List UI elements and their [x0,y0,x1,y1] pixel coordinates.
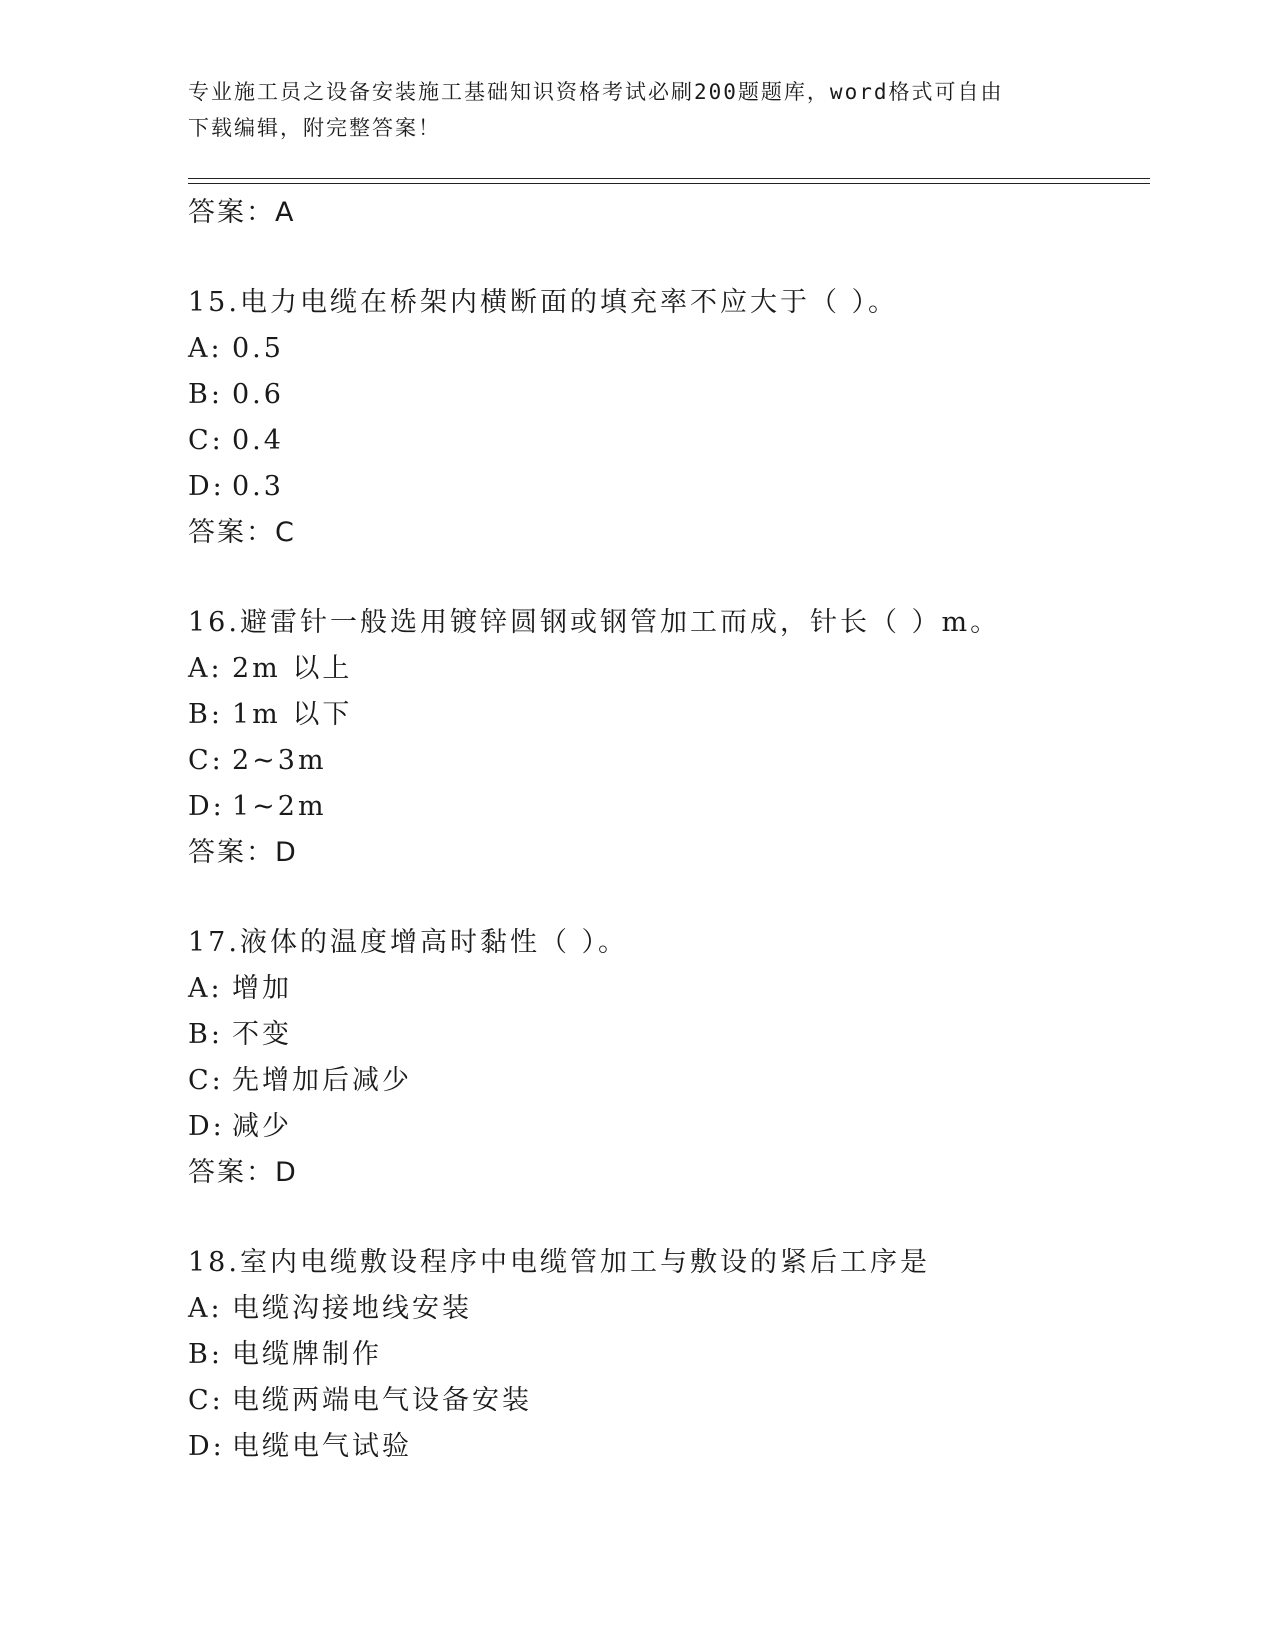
option-a [188,1286,1138,1332]
question-stem: 17.液体的温度增高时黏性（ ）。 [188,927,629,958]
option-c [188,1058,1138,1104]
question-block [188,280,1138,556]
option-b [188,372,1138,418]
option-c [188,738,1138,784]
option-d [188,464,1138,510]
option-text: 2~3m [232,745,327,776]
option-d [188,1424,1138,1470]
option-text: 先增加后减少 [232,1065,412,1096]
answer-line: 答案：D [188,837,298,868]
answer-line: 答案：D [188,1157,298,1188]
answer-line: 答案：A [188,197,296,228]
option-label: A: [188,973,223,1004]
question-list [188,190,1138,1470]
option-label: D: [188,1111,225,1142]
option-a [188,966,1138,1012]
option-text: 电缆电气试验 [232,1431,412,1462]
header-line-2: 下载编辑，附完整答案！ [188,116,441,140]
option-b [188,1332,1138,1378]
option-c [188,1378,1138,1424]
option-text: 2m 以上 [232,653,353,684]
option-text: 电缆两端电气设备安装 [232,1385,532,1416]
question-block [188,600,1138,876]
option-d [188,1104,1138,1150]
option-text: 0.4 [232,425,284,456]
option-text: 减少 [232,1111,292,1142]
header-line-1: 专业施工员之设备安装施工基础知识资格考试必刷200题题库，word格式可自由 [188,80,1004,104]
option-label: C: [188,1065,224,1096]
option-label: B: [188,699,223,730]
question-block [188,1240,1138,1470]
question-stem: 18.室内电缆敷设程序中电缆管加工与敷设的紧后工序是 [188,1247,930,1278]
option-label: C: [188,425,224,456]
option-d [188,784,1138,830]
option-label: C: [188,745,224,776]
option-text: 0.3 [232,471,284,502]
option-text: 0.5 [232,333,284,364]
option-c [188,418,1138,464]
answer-line: 答案：C [188,517,296,548]
option-text: 电缆牌制作 [232,1339,382,1370]
option-label: C: [188,1385,224,1416]
option-a [188,646,1138,692]
option-label: D: [188,791,225,822]
option-label: B: [188,1019,223,1050]
option-a [188,326,1138,372]
option-label: B: [188,379,223,410]
option-text: 增加 [232,973,292,1004]
option-label: D: [188,471,225,502]
question-stem: 16.避雷针一般选用镀锌圆钢或钢管加工而成，针长（ ）m。 [188,607,1001,638]
option-label: A: [188,333,223,364]
option-text: 0.6 [232,379,284,410]
option-label: A: [188,653,223,684]
option-label: B: [188,1339,223,1370]
option-label: A: [188,1293,223,1324]
header-divider-bottom [188,183,1150,184]
document-header [188,74,1068,146]
option-text: 电缆沟接地线安装 [232,1293,472,1324]
option-label: D: [188,1431,225,1462]
question-stem: 15.电力电缆在桥架内横断面的填充率不应大于（ ）。 [188,287,899,318]
option-text: 1m 以下 [232,699,353,730]
header-divider-top [188,178,1150,179]
option-b [188,692,1138,738]
option-text: 不变 [232,1019,292,1050]
option-text: 1~2m [232,791,327,822]
option-b [188,1012,1138,1058]
question-block [188,920,1138,1196]
